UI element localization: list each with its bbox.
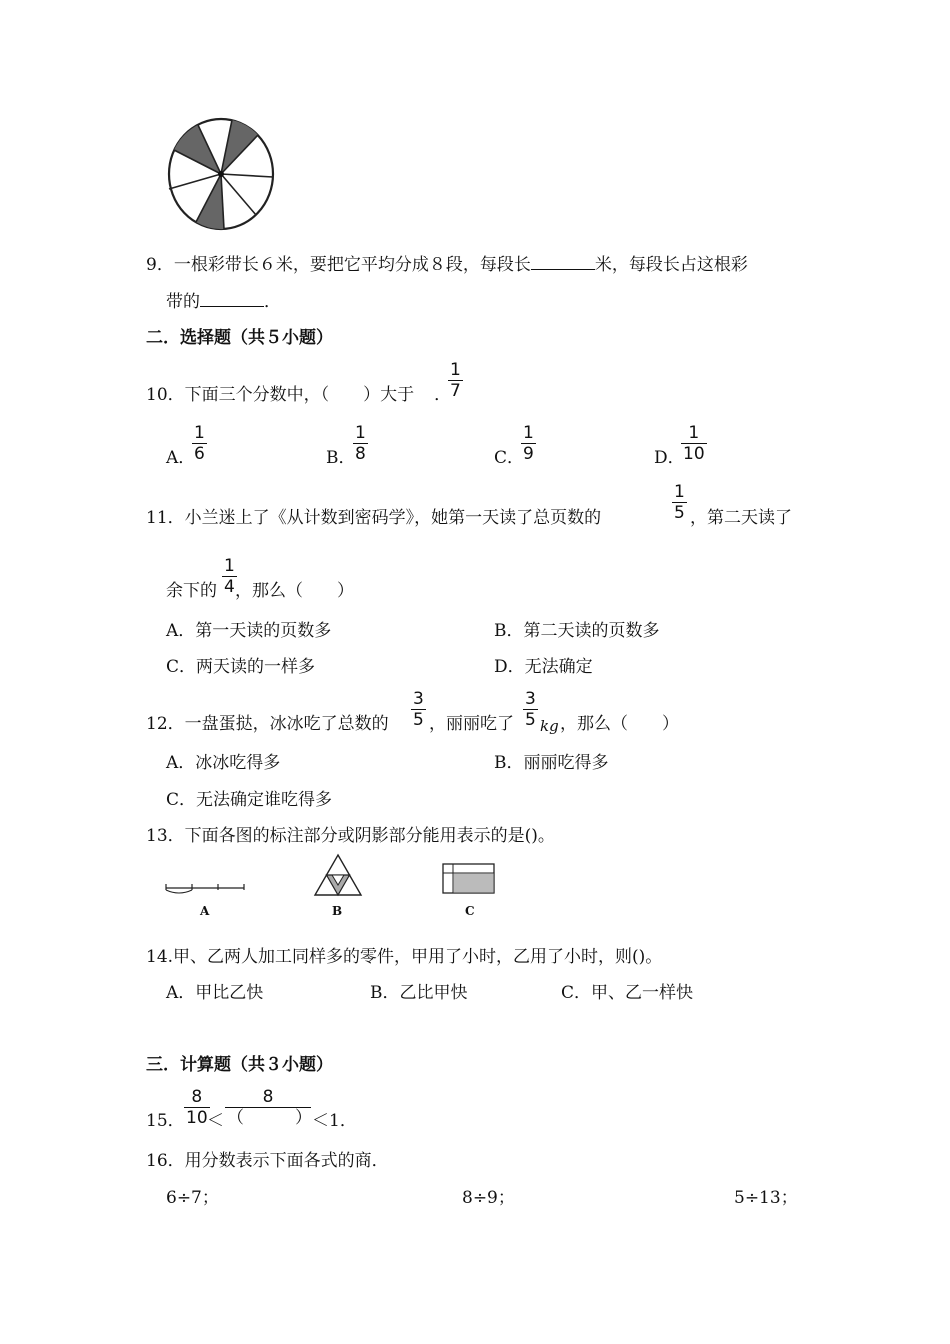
q14-option-a[interactable]: A．甲比乙快 bbox=[166, 983, 264, 1003]
question-13: 13．下面各图的标注部分或阴影部分能用表示的是()。 bbox=[146, 826, 555, 846]
q14-option-c[interactable]: C．甲、乙一样快 bbox=[561, 983, 694, 1003]
q16-item-2: 8÷9； bbox=[462, 1188, 515, 1208]
q10-text-2: ． bbox=[434, 385, 452, 405]
question-10 bbox=[146, 384, 451, 406]
q9-blank-1[interactable] bbox=[531, 253, 595, 270]
q15-fraction-2[interactable]: 8 （ ） bbox=[227, 1087, 312, 1128]
q10-option-b-label[interactable]: B． bbox=[326, 448, 356, 468]
q16-item-3: 5÷13； bbox=[734, 1188, 798, 1208]
question-16: 16．用分数表示下面各式的商． bbox=[146, 1151, 389, 1171]
q9-text-4: ． bbox=[264, 292, 281, 312]
q11-text: 11．小兰迷上了《从计数到密码学》，她第一天读了总页数的 bbox=[146, 508, 602, 528]
question-9 bbox=[146, 253, 748, 276]
q10-option-d-fraction: $\frac{1}{10}$ bbox=[683, 423, 705, 464]
q11-option-a[interactable]: A．第一天读的页数多 bbox=[166, 621, 332, 641]
q10-option-a-label[interactable]: A． bbox=[166, 448, 196, 468]
q12-option-c[interactable]: C．无法确定谁吃得多 bbox=[166, 790, 333, 810]
q12-text-2: ，丽丽吃了 bbox=[429, 714, 514, 734]
q13-figure-b-label: B bbox=[332, 904, 343, 918]
q11-text-2: ，第二天读了 bbox=[690, 508, 792, 528]
question-11-line2 bbox=[166, 580, 354, 602]
q12-option-b[interactable]: B．丽丽吃得多 bbox=[494, 753, 609, 773]
q13-figure-c bbox=[442, 863, 496, 895]
q10-option-c-label[interactable]: C． bbox=[494, 448, 525, 468]
q11-text-3: 余下的 bbox=[166, 581, 217, 601]
q12-fraction-2: $\frac{3}{5}$ bbox=[525, 689, 536, 730]
section-3-title: 三．计算题（共３小题） bbox=[146, 1055, 333, 1075]
q15-less-than-1: ＜ bbox=[207, 1111, 224, 1131]
q12-fraction-1: $\frac{3}{5}$ bbox=[413, 689, 424, 730]
question-9-line2 bbox=[166, 290, 281, 313]
q9-text-2: 米，每段长占这根彩 bbox=[594, 255, 748, 275]
q10-option-d-label[interactable]: D． bbox=[654, 448, 685, 468]
q10-text: 10．下面三个分数中，（ ）大于 bbox=[146, 385, 415, 405]
q10-option-b-fraction: $\frac{1}{8}$ bbox=[355, 423, 366, 464]
q10-fraction: $\frac{1}{7}$ bbox=[450, 360, 461, 401]
q15-less-than-2: ＜1． bbox=[312, 1111, 357, 1131]
question-12 bbox=[146, 713, 389, 735]
q13-figure-b bbox=[313, 853, 363, 897]
section-2-title: 二．选择题（共５小题） bbox=[146, 328, 333, 348]
q12-text-3: ，那么（ ） bbox=[560, 714, 679, 734]
q11-option-d[interactable]: D．无法确定 bbox=[494, 657, 593, 677]
q12-unit: kg bbox=[540, 717, 559, 735]
q13-figure-c-label: C bbox=[465, 904, 475, 918]
q9-text-3: 带的 bbox=[166, 292, 200, 312]
question-11 bbox=[146, 507, 601, 529]
q9-blank-2[interactable] bbox=[200, 290, 264, 307]
q10-option-a-fraction: $\frac{1}{6}$ bbox=[194, 423, 205, 464]
q10-option-c-fraction: $\frac{1}{9}$ bbox=[523, 423, 534, 464]
question-14: 14.甲、乙两人加工同样多的零件，甲用了小时，乙用了小时，则()。 bbox=[146, 947, 663, 967]
q9-text: 9．一根彩带长６米，要把它平均分成８段，每段长 bbox=[146, 255, 531, 275]
q12-option-a[interactable]: A．冰冰吃得多 bbox=[166, 753, 281, 773]
question-15-prefix: 15． bbox=[146, 1111, 185, 1131]
q12-text: 12．一盘蛋挞，冰冰吃了总数的 bbox=[146, 714, 389, 734]
q11-option-c[interactable]: C．两天读的一样多 bbox=[166, 657, 316, 677]
q13-figure-a bbox=[164, 878, 248, 898]
q11-fraction-2: $\frac{1}{4}$ bbox=[224, 556, 235, 597]
pie-figure bbox=[166, 117, 276, 231]
q11-fraction-1: $\frac{1}{5}$ bbox=[674, 482, 685, 523]
q13-figure-a-label: A bbox=[200, 904, 210, 918]
q14-option-b[interactable]: B．乙比甲快 bbox=[370, 983, 468, 1003]
q16-item-1: 6÷7； bbox=[166, 1188, 219, 1208]
q11-option-b[interactable]: B．第二天读的页数多 bbox=[494, 621, 660, 641]
q15-fraction-1: $\frac{8}{10}$ bbox=[186, 1087, 208, 1128]
q11-text-4: ，那么（ ） bbox=[235, 581, 354, 601]
